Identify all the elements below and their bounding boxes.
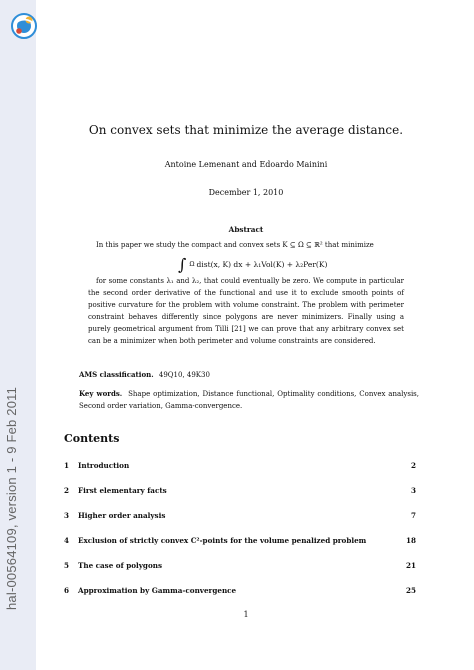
page-number: 1 <box>243 610 249 619</box>
abstract-heading: Abstract <box>228 225 264 234</box>
formula-body: dist(x, K) dx + λ₁Vol(K) + λ₂Per(K) <box>196 260 328 269</box>
toc-title: Higher order analysis <box>78 511 166 520</box>
toc-title: Exclusion of strictly convex C²-points for the volume penalized problem <box>78 536 367 545</box>
paper-date: December 1, 2010 <box>208 188 284 197</box>
toc-page-number: 21 <box>405 561 416 570</box>
abstract-formula <box>88 257 404 273</box>
toc-row-introduction <box>64 460 416 472</box>
toc-number: 5 <box>64 561 70 570</box>
table-of-contents <box>64 460 416 610</box>
contents-heading: Contents <box>64 432 120 445</box>
toc-number: 2 <box>64 486 70 495</box>
abstract-intro: In this paper we study the compact and convex sets K ⊆ Ω ⊆ ℝ² that minimize <box>96 241 374 249</box>
toc-row-first-elementary-facts <box>64 485 416 497</box>
paper-authors: Antoine Lemenant and Edoardo Mainini <box>164 160 328 169</box>
toc-row-case-of-polygons <box>64 560 416 572</box>
toc-number: 1 <box>64 461 70 470</box>
toc-number: 4 <box>64 536 70 545</box>
toc-page-number: 18 <box>405 536 416 545</box>
toc-title: Approximation by Gamma-convergence <box>78 586 237 595</box>
keywords-section <box>79 388 419 412</box>
toc-title: The case of polygons <box>78 561 163 570</box>
ams-classification <box>79 369 419 381</box>
paper-title: On convex sets that minimize the average distance. <box>88 123 404 137</box>
toc-page-number: 2 <box>410 461 416 470</box>
toc-row-gamma-convergence <box>64 585 416 597</box>
toc-title: First elementary facts <box>78 486 167 495</box>
abstract-body: for some constants λ₁ and λ₂, that could eventually be zero. We compute in particular the second order derivative of the functional and use it to exclude smooth points of positive curvature for the problem with volume constraint. The problem with perimeter constraint behaves differently since polygons are never minimizers. Finally using a purely geometrical argument from Tilli [21] we can prove that any arbitrary convex set can be a minimizer when both perimeter and volume constraints are considered. <box>88 277 404 345</box>
integral-domain: Ω <box>189 261 195 268</box>
keywords-label: Key words. <box>79 389 123 398</box>
abstract-section <box>88 239 404 347</box>
keywords-value: Shape optimization, Distance functional, Optimality conditions, Convex analysis, Second order variation, Gamma-convergence. <box>79 390 419 410</box>
toc-row-higher-order-analysis <box>64 510 416 522</box>
paper-first-page <box>60 0 432 670</box>
hal-identifier: hal-00564109, version 1 - 9 Feb 2011 <box>4 386 19 610</box>
toc-page-number: 25 <box>405 586 416 595</box>
hal-archive-logo-icon <box>8 10 40 42</box>
ams-value: 49Q10, 49K30 <box>158 371 210 379</box>
integral-symbol: ∫ <box>178 255 187 274</box>
toc-row-strictly-convex-exclusion <box>64 535 416 547</box>
toc-page-number: 7 <box>410 511 416 520</box>
ams-label: AMS classification. <box>79 370 154 379</box>
toc-number: 3 <box>64 511 70 520</box>
toc-title: Introduction <box>78 461 130 470</box>
toc-page-number: 3 <box>410 486 416 495</box>
toc-number: 6 <box>64 586 70 595</box>
